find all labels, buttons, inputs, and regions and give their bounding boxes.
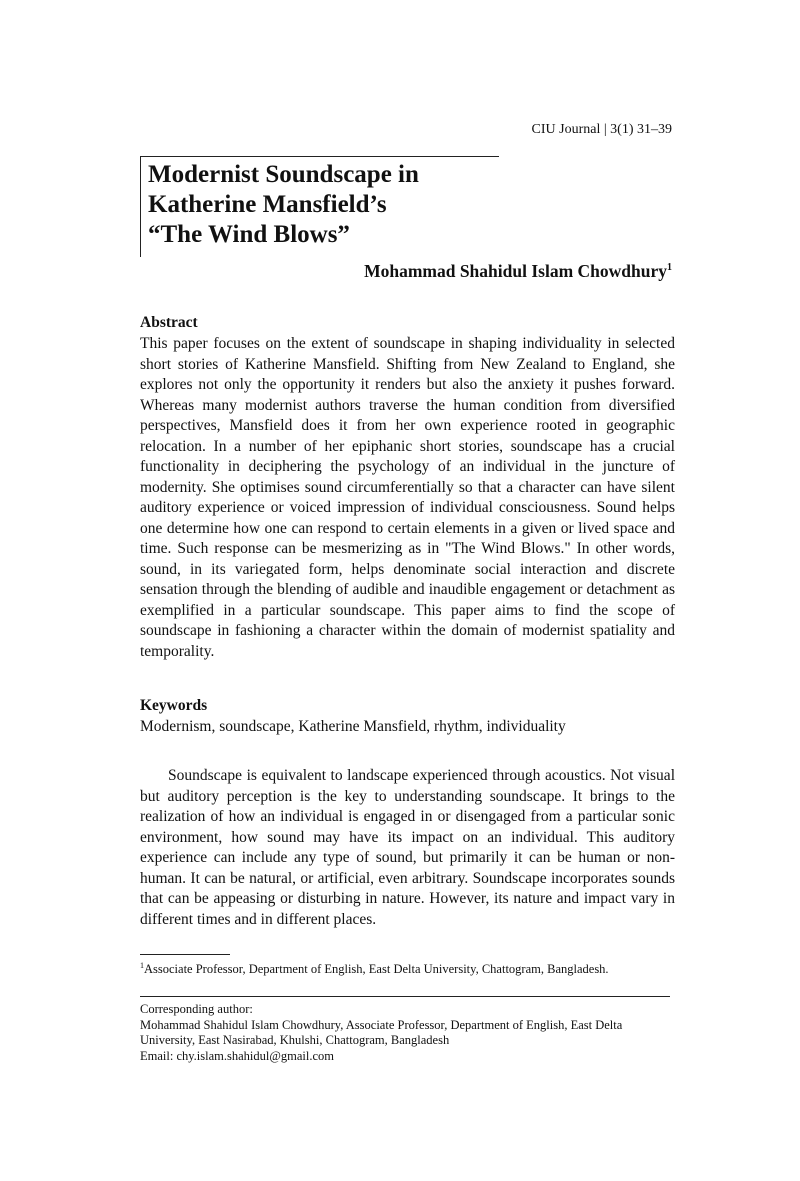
correspondence-block [140,1002,670,1064]
abstract-text: This paper focuses on the extent of soundscape in shaping individuality in selected short stories of Katherine Mansfield. Shifting from New Zealand to England, she explores not only the opportunity it renders but also the anxiety it pushes forward. Whereas many modernist authors traverse the human condition from diversified perspectives, Mansfield does it from her own experience rooted in geographic relocation. In a number of her epiphanic short stories, soundscape has a crucial functionality in deciphering the psychology of an individual in the juncture of modernity. She optimises sound circumferentially so that a character can have silent auditory experience or voiced impression of individual consciousness. Sound helps one determine how one can respond to certain elements in a given or lived space and time. Such response can be mesmerizing as in "The Wind Blows." In other words, sound, in its variegated form, helps denominate social interaction and discrete sensation through the blending of audible and inaudible engagement or detachment as exemplified in a particular soundscape. This paper aims to find the scope of soundscape in fashioning a character within the domain of modernist spatiality and temporality. [140,335,675,660]
footnote-text: Associate Professor, Department of English, East Delta University, Chattogram, Bangladesh. [144,962,609,977]
correspondence-label: Corresponding author: [140,1002,253,1016]
correspondence-line: University, East Nasirabad, Khulshi, Chattogram, Bangladesh [140,1033,450,1047]
author-footnote-marker: 1 [667,262,672,274]
footnote-marker: 1 [140,961,144,970]
abstract-heading: Abstract [140,314,198,331]
paper-title [148,160,498,250]
body-paragraph: Soundscape is equivalent to landscape experienced through acoustics. Not visual but auditory perception is the key to understanding soundscape. It brings to the realization of how an individual is engaged in or disengaged from a particular sonic environment, how sound may have its impact on an individual. This auditory experience can include any type of sound, but primarily it can be human or non-human. It can be natural, or artificial, even arbitrary. Soundscape incorporates sounds that can be appeasing or disturbing in nature. However, its nature and impact vary in different times and in different places. [140,767,675,928]
correspondence-email: Email: chy.islam.shahidul@gmail.com [140,1048,335,1063]
footnote [140,961,675,977]
correspondence-divider [140,996,670,997]
title-line: Katherine Mansfield’s [148,191,387,218]
title-line: “The Wind Blows” [148,221,350,248]
running-header: CIU Journal | 3(1) 31–39 [531,122,672,137]
keywords-text: Modernism, soundscape, Katherine Mansfield, rhythm, individuality [140,718,566,735]
author-line [364,261,672,282]
footnote-divider [140,954,230,955]
correspondence-line: Mohammad Shahidul Islam Chowdhury, Associate Professor, Department of English, East Delta [140,1017,623,1032]
keywords-heading: Keywords [140,697,208,714]
title-line: Modernist Soundscape in [148,161,419,188]
author-name: Mohammad Shahidul Islam Chowdhury [364,261,667,281]
